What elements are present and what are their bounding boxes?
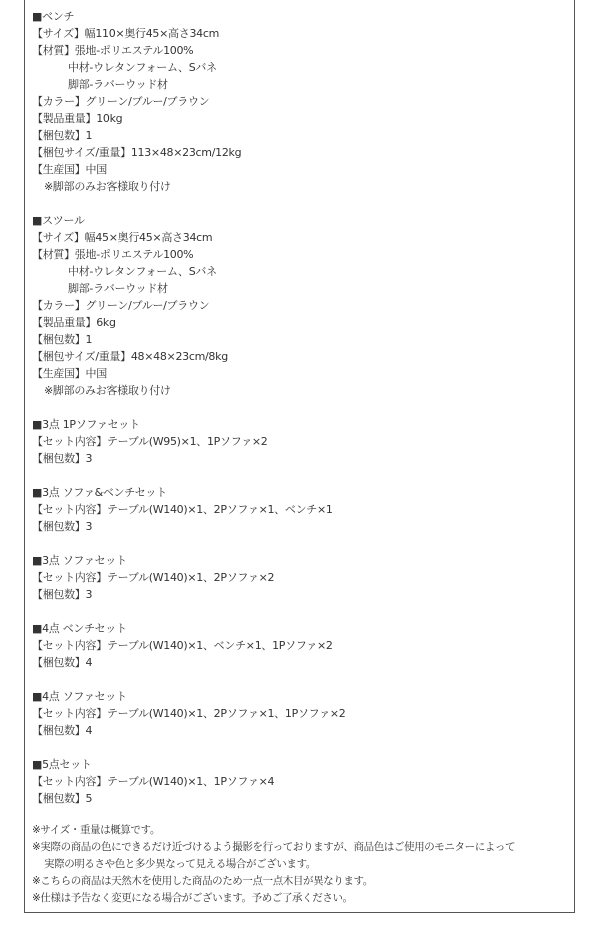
set-packages: 【梱包数】4 [32, 656, 93, 669]
spacer [32, 807, 572, 822]
notes-section [32, 822, 572, 907]
bench-package-size: 【梱包サイズ/重量】113×48×23cm/12kg [32, 146, 242, 159]
bench-origin: 【生産国】中国 [32, 163, 107, 176]
set-packages: 【梱包数】3 [32, 588, 93, 601]
set-packages: 【梱包数】5 [32, 792, 93, 805]
stool-origin: 【生産国】中国 [32, 367, 107, 380]
stool-packages: 【梱包数】1 [32, 333, 93, 346]
set-contents: 【セット内容】テーブル(W95)×1、1Pソファ×2 [32, 435, 268, 448]
set-1p-sofa-section [32, 416, 572, 467]
bench-heading: ■ベンチ [32, 10, 75, 23]
set-contents: 【セット内容】テーブル(W140)×1、2Pソファ×1、ベンチ×1 [32, 503, 333, 516]
bench-color: 【カラー】グリーン/ブルー/ブラウン [32, 95, 210, 108]
spacer [32, 739, 572, 756]
bench-packages: 【梱包数】1 [32, 129, 93, 142]
stool-weight: 【製品重量】6kg [32, 316, 116, 329]
set-4p-bench-section [32, 620, 572, 671]
set-heading: ■4点 ベンチセット [32, 622, 127, 635]
set-contents: 【セット内容】テーブル(W140)×1、2Pソファ×1、1Pソファ×2 [32, 707, 346, 720]
stool-material: 【材質】張地-ポリエステル100% [32, 248, 194, 261]
bench-material-legs: 脚部-ラバーウッド材 [68, 78, 168, 91]
stool-package-size: 【梱包サイズ/重量】48×48×23cm/8kg [32, 350, 228, 363]
set-heading: ■4点 ソファセット [32, 690, 127, 703]
note-line: ※こちらの商品は天然木を使用した商品のため一点一点木目が異なります。 [32, 875, 373, 887]
note-line: ※仕様は予告なく変更になる場合がございます。予めご了承ください。 [32, 892, 353, 904]
bench-weight: 【製品重量】10kg [32, 112, 123, 125]
set-contents: 【セット内容】テーブル(W140)×1、2Pソファ×2 [32, 571, 275, 584]
spacer [32, 603, 572, 620]
set-heading: ■5点セット [32, 758, 92, 771]
note-line: ※サイズ・重量は概算です。 [32, 824, 160, 836]
set-packages: 【梱包数】3 [32, 452, 93, 465]
spacer [32, 671, 572, 688]
spacer [32, 535, 572, 552]
bench-spec-section [32, 8, 572, 195]
stool-material-legs: 脚部-ラバーウッド材 [68, 282, 168, 295]
stool-color: 【カラー】グリーン/ブルー/ブラウン [32, 299, 210, 312]
spec-content [32, 8, 572, 907]
set-heading: ■3点 1Pソファセット [32, 418, 140, 431]
note-line: ※実際の商品の色にできるだけ近づけるよう撮影を行っておりますが、商品色はご使用のモニターによって [32, 841, 516, 853]
stool-assembly-note: ※脚部のみお客様取り付け [44, 384, 171, 397]
set-heading: ■3点 ソファ&ベンチセット [32, 486, 167, 499]
set-packages: 【梱包数】3 [32, 520, 93, 533]
spacer [32, 399, 572, 416]
spacer [32, 467, 572, 484]
set-3p-sofa-section [32, 552, 572, 603]
bench-material: 【材質】張地-ポリエステル100% [32, 44, 194, 57]
set-contents: 【セット内容】テーブル(W140)×1、ベンチ×1、1Pソファ×2 [32, 639, 333, 652]
stool-size: 【サイズ】幅45×奥行45×高さ34cm [32, 231, 213, 244]
set-4p-sofa-section [32, 688, 572, 739]
set-packages: 【梱包数】4 [32, 724, 93, 737]
set-heading: ■3点 ソファセット [32, 554, 127, 567]
bench-assembly-note: ※脚部のみお客様取り付け [44, 180, 171, 193]
note-line: 実際の明るさや色と多少異なって見える場合がございます。 [44, 858, 316, 870]
set-5p-section [32, 756, 572, 807]
stool-material-filling: 中材-ウレタンフォーム、Sバネ [68, 265, 217, 278]
stool-heading: ■スツール [32, 214, 85, 227]
spacer [32, 195, 572, 212]
set-sofa-bench-section [32, 484, 572, 535]
set-contents: 【セット内容】テーブル(W140)×1、1Pソファ×4 [32, 775, 275, 788]
stool-spec-section [32, 212, 572, 399]
bench-size: 【サイズ】幅110×奥行45×高さ34cm [32, 27, 220, 40]
bench-material-filling: 中材-ウレタンフォーム、Sバネ [68, 61, 217, 74]
